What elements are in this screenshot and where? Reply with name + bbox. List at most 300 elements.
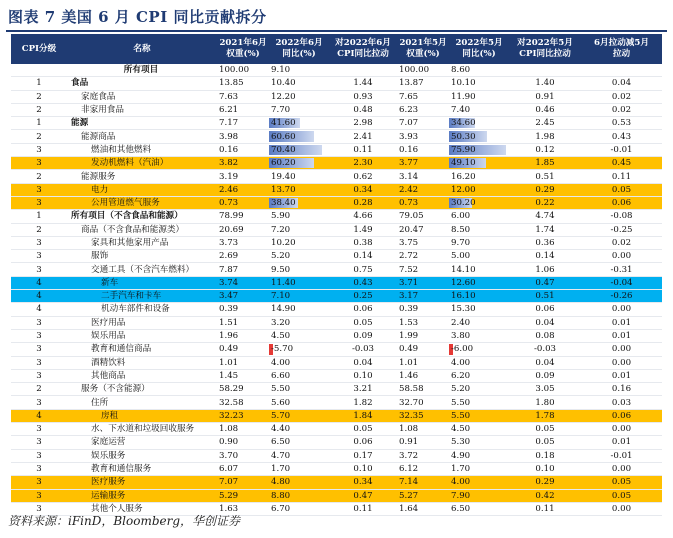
cell-weight-2021-may: 1.64 bbox=[397, 502, 449, 515]
table-header-row bbox=[11, 34, 662, 64]
cell-yoy-2022-jun bbox=[269, 276, 329, 289]
cell-level: 1 bbox=[11, 77, 67, 90]
databar-value: 70.40 bbox=[271, 144, 296, 155]
cell-level: 1 bbox=[11, 210, 67, 223]
cpi-contribution-table bbox=[11, 34, 662, 516]
col-header-yoy-2022-may: 2022年5月 同比(%) bbox=[449, 34, 509, 64]
figure-title: 图表 7 美国 6 月 CPI 同比贡献拆分 bbox=[8, 8, 267, 26]
cell-contrib-2022-jun: 1.44 bbox=[329, 77, 397, 90]
cell-contrib-diff: 0.11 bbox=[581, 170, 662, 183]
cell-weight-2021-may: 0.49 bbox=[397, 343, 449, 356]
cell-level: 3 bbox=[11, 476, 67, 489]
table-row bbox=[11, 117, 662, 130]
cell-contrib-2022-may: 1.40 bbox=[509, 77, 581, 90]
cell-contrib-2022-may: 1.98 bbox=[509, 130, 581, 143]
cell-name: 公用管道燃气服务 bbox=[67, 196, 217, 209]
cell-weight-2021-may: 0.91 bbox=[397, 436, 449, 449]
cell-weight-2021-may: 7.14 bbox=[397, 476, 449, 489]
cell-yoy-2022-jun bbox=[269, 449, 329, 462]
cell-contrib-2022-jun: 0.48 bbox=[329, 103, 397, 116]
cell-level bbox=[11, 64, 67, 77]
cell-weight-2021-jun: 3.82 bbox=[217, 157, 269, 170]
cell-contrib-2022-may: 3.05 bbox=[509, 383, 581, 396]
cell-level: 2 bbox=[11, 170, 67, 183]
databar-value: 16.10 bbox=[451, 291, 476, 302]
databar-value: 12.60 bbox=[451, 277, 476, 288]
cell-name: 商品（不含食品和能源类） bbox=[67, 223, 217, 236]
cell-name: 其他商品 bbox=[67, 369, 217, 382]
cell-name: 所有项目 bbox=[67, 64, 217, 77]
cell-yoy-2022-may bbox=[449, 130, 509, 143]
table-row bbox=[11, 250, 662, 263]
cell-yoy-2022-may bbox=[449, 143, 509, 156]
cell-weight-2021-jun: 6.07 bbox=[217, 462, 269, 475]
cell-name: 能源服务 bbox=[67, 170, 217, 183]
cell-name: 娱乐服务 bbox=[67, 449, 217, 462]
databar-value: -5.70 bbox=[271, 344, 294, 355]
cell-contrib-2022-may: 0.14 bbox=[509, 250, 581, 263]
cell-weight-2021-may: 2.72 bbox=[397, 250, 449, 263]
cell-level: 2 bbox=[11, 383, 67, 396]
cell-weight-2021-jun: 0.49 bbox=[217, 343, 269, 356]
databar-value: 14.10 bbox=[451, 264, 476, 275]
cell-weight-2021-jun: 1.51 bbox=[217, 316, 269, 329]
databar-value: 60.20 bbox=[271, 158, 296, 169]
databar-value: 60.60 bbox=[271, 131, 296, 142]
cell-contrib-2022-jun: 0.05 bbox=[329, 423, 397, 436]
cell-weight-2021-may: 1.46 bbox=[397, 369, 449, 382]
databar-value: 8.50 bbox=[451, 224, 471, 235]
cell-name: 房租 bbox=[67, 409, 217, 422]
databar-value: 1.70 bbox=[451, 464, 471, 475]
cell-level: 3 bbox=[11, 489, 67, 502]
databar-value: 41.60 bbox=[271, 118, 296, 129]
cell-level: 3 bbox=[11, 250, 67, 263]
cell-weight-2021-may: 3.93 bbox=[397, 130, 449, 143]
table-row bbox=[11, 64, 662, 77]
cell-name: 服务（不含能源） bbox=[67, 383, 217, 396]
cell-weight-2021-may: 3.77 bbox=[397, 157, 449, 170]
databar-value: 5.20 bbox=[451, 384, 471, 395]
cell-yoy-2022-jun bbox=[269, 489, 329, 502]
cell-yoy-2022-may bbox=[449, 236, 509, 249]
databar-value: 4.00 bbox=[451, 357, 471, 368]
cell-name: 新车 bbox=[67, 276, 217, 289]
cell-yoy-2022-jun bbox=[269, 183, 329, 196]
databar-value: 7.90 bbox=[451, 490, 471, 501]
cell-weight-2021-may: 7.07 bbox=[397, 117, 449, 130]
cell-yoy-2022-jun bbox=[269, 356, 329, 369]
cell-contrib-2022-jun: 0.34 bbox=[329, 476, 397, 489]
cell-contrib-2022-may: -0.03 bbox=[509, 343, 581, 356]
cell-contrib-2022-may: 0.46 bbox=[509, 103, 581, 116]
cell-name: 电力 bbox=[67, 183, 217, 196]
databar-value: 7.70 bbox=[271, 105, 291, 116]
cell-contrib-2022-jun: 0.25 bbox=[329, 290, 397, 303]
databar-value: 4.70 bbox=[271, 450, 291, 461]
cell-name: 发动机燃料（汽油） bbox=[67, 157, 217, 170]
cell-contrib-diff: 0.06 bbox=[581, 409, 662, 422]
cell-yoy-2022-may bbox=[449, 409, 509, 422]
table-row bbox=[11, 329, 662, 342]
cell-contrib-diff: 0.00 bbox=[581, 343, 662, 356]
cell-weight-2021-jun: 1.08 bbox=[217, 423, 269, 436]
databar-value: 7.20 bbox=[271, 224, 291, 235]
databar-value: 5.50 bbox=[271, 384, 291, 395]
databar-value: 9.70 bbox=[451, 238, 471, 248]
cell-weight-2021-jun: 3.73 bbox=[217, 236, 269, 249]
cell-yoy-2022-jun bbox=[269, 143, 329, 156]
cell-contrib-2022-may: 4.74 bbox=[509, 210, 581, 223]
cell-level: 3 bbox=[11, 436, 67, 449]
cell-yoy-2022-may bbox=[449, 303, 509, 316]
cell-name: 所有项目（不含食品和能源） bbox=[67, 210, 217, 223]
cell-contrib-diff: 0.05 bbox=[581, 476, 662, 489]
cell-contrib-2022-may: 0.08 bbox=[509, 329, 581, 342]
cell-contrib-diff: 0.04 bbox=[581, 77, 662, 90]
cell-weight-2021-may: 6.23 bbox=[397, 103, 449, 116]
cell-contrib-diff: 0.00 bbox=[581, 303, 662, 316]
cell-name: 医疗服务 bbox=[67, 476, 217, 489]
databar-value: 30.20 bbox=[451, 198, 476, 209]
databar-value: 5.20 bbox=[271, 251, 291, 262]
cell-weight-2021-jun: 20.69 bbox=[217, 223, 269, 236]
databar-value: 1.70 bbox=[271, 464, 291, 475]
cell-name: 运输服务 bbox=[67, 489, 217, 502]
cell-contrib-diff: 0.53 bbox=[581, 117, 662, 130]
cell-weight-2021-jun: 3.19 bbox=[217, 170, 269, 183]
databar-value: 15.30 bbox=[451, 304, 476, 315]
cell-yoy-2022-jun bbox=[269, 343, 329, 356]
cell-contrib-2022-jun: 0.17 bbox=[329, 449, 397, 462]
table-row bbox=[11, 436, 662, 449]
cell-contrib-diff: 0.00 bbox=[581, 423, 662, 436]
col-header-level: CPI分级 bbox=[11, 34, 67, 64]
cell-contrib-2022-jun: 1.84 bbox=[329, 409, 397, 422]
cell-contrib-2022-jun: 0.10 bbox=[329, 462, 397, 475]
cell-contrib-diff: 0.02 bbox=[581, 103, 662, 116]
table-row bbox=[11, 103, 662, 116]
cell-weight-2021-may: 32.35 bbox=[397, 409, 449, 422]
cell-contrib-diff: 0.06 bbox=[581, 196, 662, 209]
cell-contrib-diff: 0.45 bbox=[581, 157, 662, 170]
databar-value: 11.90 bbox=[451, 91, 476, 102]
cell-name: 非家用食品 bbox=[67, 103, 217, 116]
cell-yoy-2022-may bbox=[449, 316, 509, 329]
databar-value: 38.40 bbox=[271, 198, 296, 209]
cell-contrib-diff: 0.00 bbox=[581, 356, 662, 369]
cell-yoy-2022-jun bbox=[269, 316, 329, 329]
cell-yoy-2022-may bbox=[449, 476, 509, 489]
cell-contrib-2022-jun: 2.98 bbox=[329, 117, 397, 130]
cell-yoy-2022-jun bbox=[269, 170, 329, 183]
cell-weight-2021-may: 58.58 bbox=[397, 383, 449, 396]
cell-yoy-2022-jun bbox=[269, 502, 329, 515]
cell-weight-2021-may: 1.53 bbox=[397, 316, 449, 329]
table-row bbox=[11, 303, 662, 316]
col-header-yoy-2022-jun: 2022年6月 同比(%) bbox=[269, 34, 329, 64]
databar-value: 7.10 bbox=[271, 291, 291, 302]
databar-value: 5.30 bbox=[451, 437, 471, 448]
databar-value: 6.20 bbox=[451, 370, 471, 381]
cell-yoy-2022-jun bbox=[269, 476, 329, 489]
cell-level: 2 bbox=[11, 103, 67, 116]
table-row bbox=[11, 316, 662, 329]
cell-name: 娱乐用品 bbox=[67, 329, 217, 342]
table-row bbox=[11, 223, 662, 236]
cell-level: 3 bbox=[11, 183, 67, 196]
databar-value: -6.00 bbox=[451, 344, 474, 355]
cell-level: 3 bbox=[11, 462, 67, 475]
cell-yoy-2022-jun bbox=[269, 64, 329, 77]
databar-value: 13.70 bbox=[271, 184, 296, 195]
table-row bbox=[11, 210, 662, 223]
databar-value: 5.60 bbox=[271, 397, 291, 408]
cell-contrib-diff: 0.05 bbox=[581, 489, 662, 502]
cell-weight-2021-jun: 3.47 bbox=[217, 290, 269, 303]
databar-value: 7.40 bbox=[451, 105, 471, 116]
cell-name: 能源 bbox=[67, 117, 217, 130]
cell-name: 家庭运营 bbox=[67, 436, 217, 449]
table-row bbox=[11, 462, 662, 475]
cell-weight-2021-jun: 7.87 bbox=[217, 263, 269, 276]
databar-value: 50.30 bbox=[451, 131, 476, 142]
cell-contrib-diff: 0.00 bbox=[581, 502, 662, 515]
cell-contrib-2022-jun bbox=[329, 64, 397, 77]
cell-level: 3 bbox=[11, 343, 67, 356]
cell-yoy-2022-may bbox=[449, 502, 509, 515]
col-header-weight-2021-may: 2021年5月 权重(%) bbox=[397, 34, 449, 64]
cell-weight-2021-jun: 2.46 bbox=[217, 183, 269, 196]
cell-level: 2 bbox=[11, 130, 67, 143]
databar-value: 3.80 bbox=[451, 331, 471, 342]
databar-value: 10.40 bbox=[271, 78, 296, 89]
table-row bbox=[11, 369, 662, 382]
cell-contrib-2022-jun: 0.11 bbox=[329, 143, 397, 156]
cell-contrib-diff: 0.16 bbox=[581, 383, 662, 396]
col-header-weight-2021-jun: 2021年6月 权重(%) bbox=[217, 34, 269, 64]
cell-weight-2021-may: 20.47 bbox=[397, 223, 449, 236]
databar-value: 16.20 bbox=[451, 171, 476, 182]
cell-yoy-2022-may bbox=[449, 290, 509, 303]
databar-value: 6.60 bbox=[271, 370, 291, 381]
cell-contrib-2022-jun: 0.34 bbox=[329, 183, 397, 196]
cell-yoy-2022-jun bbox=[269, 90, 329, 103]
cell-weight-2021-jun: 32.23 bbox=[217, 409, 269, 422]
databar-value: 5.90 bbox=[271, 211, 291, 222]
cell-weight-2021-jun: 13.85 bbox=[217, 77, 269, 90]
table-row bbox=[11, 449, 662, 462]
cell-contrib-2022-jun: 0.06 bbox=[329, 436, 397, 449]
cell-yoy-2022-jun bbox=[269, 103, 329, 116]
cell-weight-2021-jun: 0.39 bbox=[217, 303, 269, 316]
cell-yoy-2022-may bbox=[449, 436, 509, 449]
cell-contrib-2022-may: 0.51 bbox=[509, 290, 581, 303]
cell-name: 服饰 bbox=[67, 250, 217, 263]
cell-contrib-diff: 0.00 bbox=[581, 462, 662, 475]
table-row bbox=[11, 77, 662, 90]
cell-weight-2021-may: 3.14 bbox=[397, 170, 449, 183]
cell-yoy-2022-jun bbox=[269, 210, 329, 223]
cell-level: 4 bbox=[11, 290, 67, 303]
col-header-contrib-2022-may: 对2022年5月 CPI同比拉动 bbox=[509, 34, 581, 64]
cell-level: 2 bbox=[11, 223, 67, 236]
databar-value: 9.50 bbox=[271, 264, 291, 275]
cell-level: 3 bbox=[11, 196, 67, 209]
cell-yoy-2022-jun bbox=[269, 462, 329, 475]
databar-value: 12.00 bbox=[451, 184, 476, 195]
cell-contrib-2022-jun: 2.41 bbox=[329, 130, 397, 143]
databar-value: 4.00 bbox=[271, 357, 291, 368]
table-row bbox=[11, 183, 662, 196]
cell-yoy-2022-may bbox=[449, 449, 509, 462]
cell-contrib-2022-may: 0.12 bbox=[509, 143, 581, 156]
cell-contrib-2022-may: 0.05 bbox=[509, 423, 581, 436]
databar-value: 8.80 bbox=[271, 490, 291, 501]
databar-value: 5.70 bbox=[271, 410, 291, 421]
cell-yoy-2022-jun bbox=[269, 130, 329, 143]
table-row bbox=[11, 157, 662, 170]
table-row bbox=[11, 143, 662, 156]
cell-yoy-2022-jun bbox=[269, 423, 329, 436]
cell-contrib-2022-jun: 0.09 bbox=[329, 329, 397, 342]
cell-yoy-2022-may bbox=[449, 90, 509, 103]
cell-contrib-diff: 0.01 bbox=[581, 329, 662, 342]
cell-yoy-2022-jun bbox=[269, 409, 329, 422]
cell-contrib-diff: 0.01 bbox=[581, 316, 662, 329]
cell-contrib-2022-may: 0.22 bbox=[509, 196, 581, 209]
databar-value: 34.60 bbox=[451, 118, 476, 129]
cell-name: 交通工具（不含汽车燃料） bbox=[67, 263, 217, 276]
cell-yoy-2022-jun bbox=[269, 77, 329, 90]
cell-weight-2021-jun: 1.96 bbox=[217, 329, 269, 342]
cell-name: 食品 bbox=[67, 77, 217, 90]
cell-yoy-2022-jun bbox=[269, 436, 329, 449]
cell-yoy-2022-may bbox=[449, 489, 509, 502]
table-row bbox=[11, 343, 662, 356]
cell-level: 3 bbox=[11, 423, 67, 436]
cell-level: 3 bbox=[11, 369, 67, 382]
cell-contrib-2022-jun: 1.49 bbox=[329, 223, 397, 236]
cell-yoy-2022-jun bbox=[269, 196, 329, 209]
cell-weight-2021-jun: 100.00 bbox=[217, 64, 269, 77]
cell-yoy-2022-may bbox=[449, 383, 509, 396]
cell-contrib-2022-may: 0.06 bbox=[509, 303, 581, 316]
cell-contrib-diff: 0.02 bbox=[581, 90, 662, 103]
databar-value: 5.50 bbox=[451, 397, 471, 408]
cell-name: 其他个人服务 bbox=[67, 502, 217, 515]
cell-yoy-2022-jun bbox=[269, 236, 329, 249]
cell-contrib-2022-jun: 0.28 bbox=[329, 196, 397, 209]
cell-weight-2021-jun: 32.58 bbox=[217, 396, 269, 409]
cell-weight-2021-may: 1.99 bbox=[397, 329, 449, 342]
databar-value: 5.00 bbox=[451, 251, 471, 262]
cell-yoy-2022-jun bbox=[269, 263, 329, 276]
cell-weight-2021-may: 79.05 bbox=[397, 210, 449, 223]
databar-value: 19.40 bbox=[271, 171, 296, 182]
cell-contrib-2022-may bbox=[509, 64, 581, 77]
cell-yoy-2022-jun bbox=[269, 383, 329, 396]
cell-contrib-diff: -0.01 bbox=[581, 143, 662, 156]
col-header-name: 名称 bbox=[67, 34, 217, 64]
cell-contrib-2022-jun: -0.03 bbox=[329, 343, 397, 356]
cell-yoy-2022-jun bbox=[269, 223, 329, 236]
cell-weight-2021-may: 2.42 bbox=[397, 183, 449, 196]
cell-contrib-2022-jun: 4.66 bbox=[329, 210, 397, 223]
databar-value: 11.40 bbox=[271, 277, 296, 288]
databar-value: 4.40 bbox=[271, 424, 291, 435]
cell-yoy-2022-may bbox=[449, 157, 509, 170]
title-divider bbox=[6, 30, 667, 32]
table-row bbox=[11, 90, 662, 103]
cell-contrib-diff: 0.43 bbox=[581, 130, 662, 143]
cell-weight-2021-jun: 7.07 bbox=[217, 476, 269, 489]
table-row bbox=[11, 423, 662, 436]
databar-value: 4.50 bbox=[271, 331, 291, 342]
cell-weight-2021-may: 3.17 bbox=[397, 290, 449, 303]
cell-level: 3 bbox=[11, 502, 67, 515]
cell-contrib-2022-may: 0.42 bbox=[509, 489, 581, 502]
cell-contrib-2022-jun: 0.05 bbox=[329, 316, 397, 329]
cell-weight-2021-jun: 58.29 bbox=[217, 383, 269, 396]
cell-weight-2021-may: 3.71 bbox=[397, 276, 449, 289]
cell-contrib-diff: -0.26 bbox=[581, 290, 662, 303]
cell-level: 3 bbox=[11, 157, 67, 170]
cell-weight-2021-may: 3.75 bbox=[397, 236, 449, 249]
table-row bbox=[11, 196, 662, 209]
cell-yoy-2022-may bbox=[449, 196, 509, 209]
cell-weight-2021-may: 7.52 bbox=[397, 263, 449, 276]
cell-contrib-2022-jun: 0.10 bbox=[329, 369, 397, 382]
table-row bbox=[11, 170, 662, 183]
cell-name: 教育和通信服务 bbox=[67, 462, 217, 475]
cell-contrib-diff: 0.05 bbox=[581, 183, 662, 196]
cell-contrib-2022-jun: 0.04 bbox=[329, 356, 397, 369]
cell-weight-2021-jun: 0.90 bbox=[217, 436, 269, 449]
databar-value: 6.70 bbox=[271, 503, 291, 514]
cell-yoy-2022-jun bbox=[269, 290, 329, 303]
cell-contrib-diff: 0.00 bbox=[581, 250, 662, 263]
cell-contrib-2022-may: 0.51 bbox=[509, 170, 581, 183]
cell-contrib-2022-jun: 0.75 bbox=[329, 263, 397, 276]
cell-contrib-2022-may: 0.09 bbox=[509, 369, 581, 382]
table-row bbox=[11, 276, 662, 289]
databar-value: 4.80 bbox=[271, 477, 291, 488]
cell-contrib-2022-may: 0.18 bbox=[509, 449, 581, 462]
cell-level: 3 bbox=[11, 263, 67, 276]
cell-weight-2021-may: 3.72 bbox=[397, 449, 449, 462]
cell-yoy-2022-may bbox=[449, 356, 509, 369]
cell-contrib-2022-may: 0.29 bbox=[509, 476, 581, 489]
cell-level: 3 bbox=[11, 329, 67, 342]
cell-contrib-2022-may: 1.74 bbox=[509, 223, 581, 236]
cell-yoy-2022-may bbox=[449, 423, 509, 436]
databar-value: 49.10 bbox=[451, 158, 476, 169]
databar-value: 10.10 bbox=[451, 78, 476, 89]
cell-level: 1 bbox=[11, 117, 67, 130]
cell-contrib-2022-jun: 0.38 bbox=[329, 236, 397, 249]
databar-value: 5.50 bbox=[451, 410, 471, 421]
cell-weight-2021-jun: 0.16 bbox=[217, 143, 269, 156]
cell-weight-2021-may: 5.27 bbox=[397, 489, 449, 502]
cell-contrib-2022-jun: 0.93 bbox=[329, 90, 397, 103]
cell-weight-2021-jun: 2.69 bbox=[217, 250, 269, 263]
cell-yoy-2022-jun bbox=[269, 329, 329, 342]
cell-contrib-2022-jun: 3.21 bbox=[329, 383, 397, 396]
cell-yoy-2022-may bbox=[449, 263, 509, 276]
cell-contrib-2022-may: 0.36 bbox=[509, 236, 581, 249]
cell-weight-2021-jun: 3.98 bbox=[217, 130, 269, 143]
